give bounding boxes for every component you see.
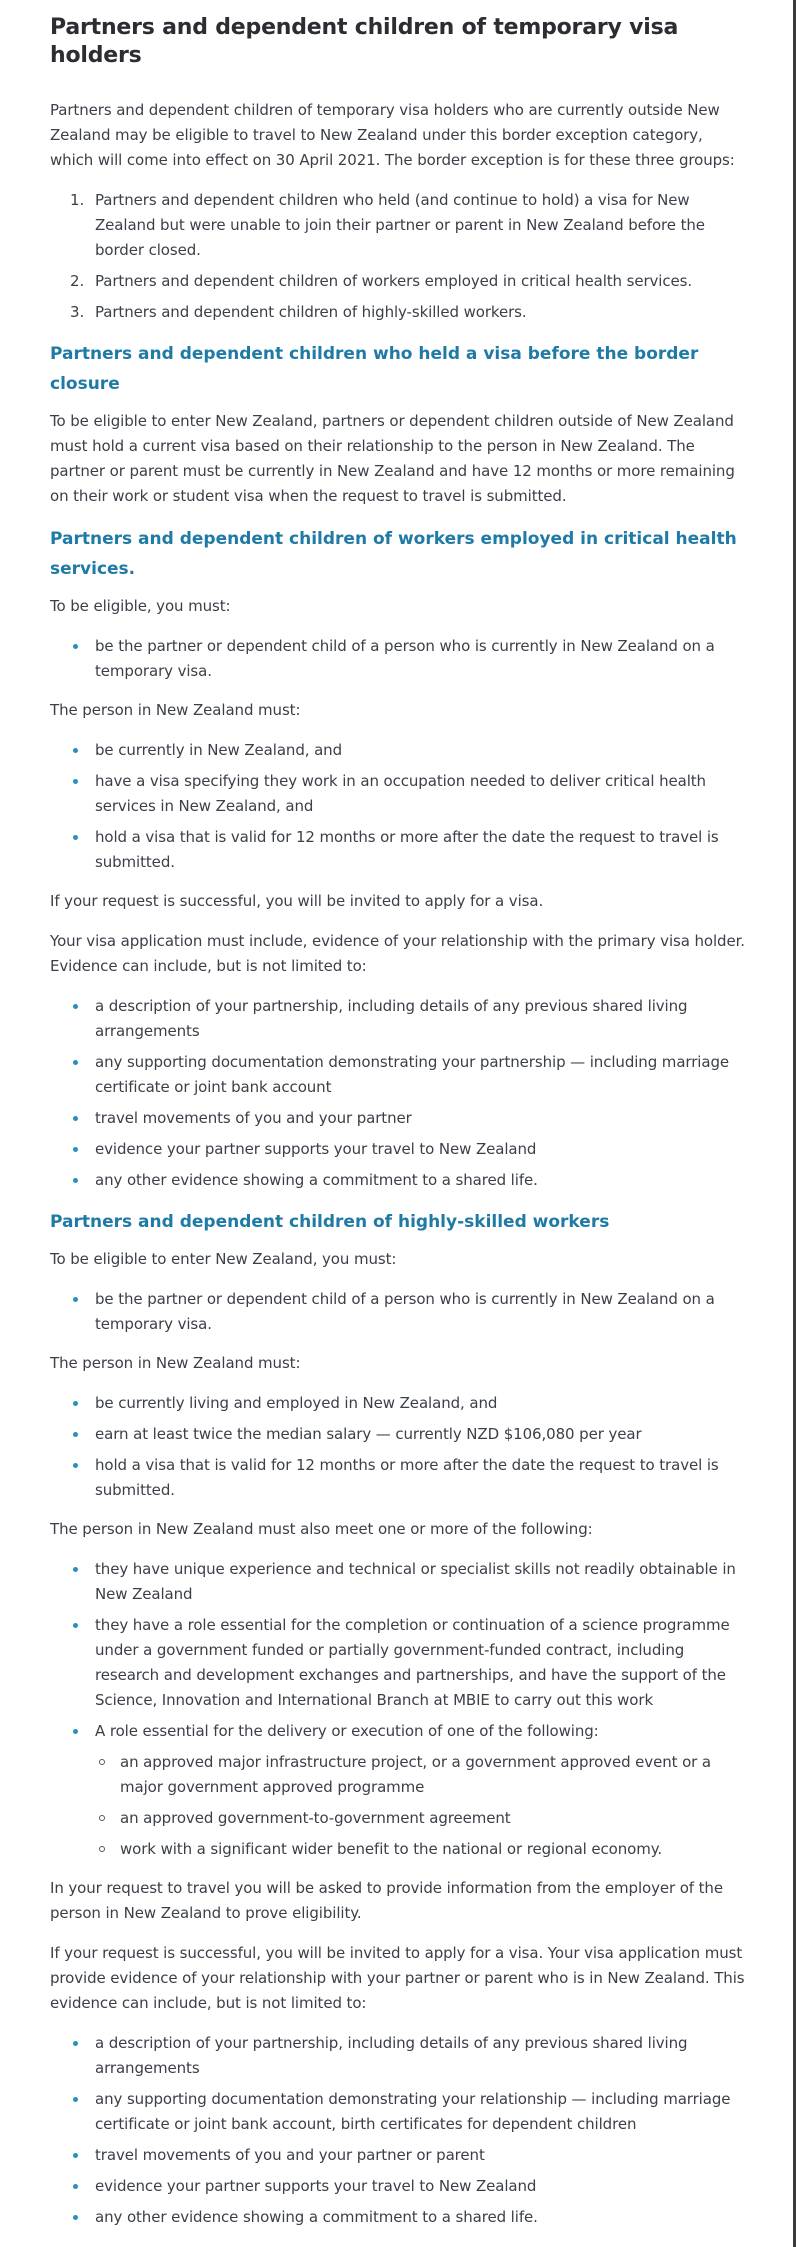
list-item: they have a role essential for the completion or continuation of a science programme under a government funded or partially government-funded contract, including research and development exchanges and partnerships, and have the support of the Science, Innovation and International Branch at MBIE to carry out this work: [50, 1613, 750, 1713]
list-item: be the partner or dependent child of a person who is currently in New Zealand on a temporary visa.: [50, 1287, 750, 1337]
bullet-icon: [73, 1432, 78, 1437]
list-item: earn at least twice the median salary — currently NZD $106,080 per year: [50, 1422, 750, 1447]
bullet-icon: [73, 2153, 78, 2158]
bullet-icon: [73, 1060, 78, 1065]
list-item: evidence your partner supports your travel to New Zealand: [50, 2174, 750, 2199]
section-body: To be eligible to enter New Zealand, partners or dependent children outside of New Zealand must hold a current visa based on their relationship to the person in New Zealand. The partner or parent must be currently in New Zealand and have 12 months or more remaining on their work or student visa when the request to travel is submitted.: [50, 412, 735, 505]
bullet-icon: [73, 1178, 78, 1183]
bullet-icon: [73, 748, 78, 753]
sub-list-item: work with a significant wider benefit to the national or regional economy.: [95, 1837, 750, 1862]
list-item: evidence your partner supports your travel to New Zealand: [50, 1137, 750, 1162]
bullet-icon: [73, 644, 78, 649]
list-item: travel movements of you and your partner or parent: [50, 2143, 750, 2168]
list-item: any supporting documentation demonstrating your relationship — including marriage certificate or joint bank account, birth certificates for dependent children: [50, 2087, 750, 2137]
eligibility-list: [50, 1287, 750, 1337]
additional-requirements-list: [50, 1557, 750, 1862]
list-number: 3.: [70, 303, 85, 321]
list-item: travel movements of you and your partner: [50, 1106, 750, 1131]
list-item: any supporting documentation demonstrating your partnership — including marriage certificate or joint bank account: [50, 1050, 750, 1100]
evidence-list: [50, 994, 750, 1193]
employer-info-paragraph: In your request to travel you will be asked to provide information from the employer of the person in New Zealand to prove eligibility.: [50, 1879, 723, 1922]
section-heading-highly-skilled: Partners and dependent children of highly-skilled workers: [50, 1212, 610, 1232]
success-evidence-paragraph: If your request is successful, you will be invited to apply for a visa. Your visa application must provide evidence of your relationship with your partner or parent who is in New Zealand. This evidence can include, but is not limited to:: [50, 1944, 745, 2012]
list-item: [50, 269, 750, 294]
person-requirements-list: [50, 738, 750, 875]
circle-bullet-icon: [99, 1815, 105, 1821]
additional-requirements-intro: The person in New Zealand must also meet one or more of the following:: [50, 1520, 593, 1538]
list-item: [50, 300, 750, 325]
bullet-icon: [73, 2097, 78, 2102]
article-content: [50, 14, 750, 2244]
list-item: any other evidence showing a commitment to a shared life.: [50, 2205, 750, 2230]
bullet-icon: [73, 1004, 78, 1009]
list-number: 1.: [70, 191, 85, 209]
bullet-icon: [73, 1623, 78, 1628]
list-item: hold a visa that is valid for 12 months or more after the date the request to travel is submitted.: [50, 825, 750, 875]
sub-list-item: an approved government-to-government agreement: [95, 1806, 750, 1831]
list-item-text: Partners and dependent children of highly-skilled workers.: [95, 303, 527, 321]
bullet-icon: [73, 2215, 78, 2220]
section-heading-critical-health: Partners and dependent children of workers employed in critical health services.: [50, 529, 737, 579]
bullet-icon: [73, 1729, 78, 1734]
bullet-icon: [73, 2041, 78, 2046]
list-item: be currently in New Zealand, and: [50, 738, 750, 763]
sub-list-item: an approved major infrastructure project, or a government approved event or a major government approved programme: [95, 1750, 750, 1800]
bullet-icon: [73, 1567, 78, 1572]
list-item-text: Partners and dependent children of workers employed in critical health services.: [95, 272, 693, 290]
eligibility-intro: To be eligible to enter New Zealand, you must:: [50, 1250, 397, 1268]
list-item: they have unique experience and technical or specialist skills not readily obtainable in New Zealand: [50, 1557, 750, 1607]
role-sub-list: [95, 1750, 750, 1862]
eligibility-list: [50, 634, 750, 684]
intro-paragraph: Partners and dependent children of temporary visa holders who are currently outside New Zealand may be eligible to travel to New Zealand under this border exception category, which will come into effect on 30 April 2021. The border exception is for these three groups:: [50, 101, 735, 169]
list-item: be currently living and employed in New Zealand, and: [50, 1391, 750, 1416]
bullet-icon: [73, 2184, 78, 2189]
person-requirements-intro: The person in New Zealand must:: [50, 701, 301, 719]
list-item: any other evidence showing a commitment to a shared life.: [50, 1168, 750, 1193]
list-number: 2.: [70, 272, 85, 290]
success-paragraph: If your request is successful, you will be invited to apply for a visa.: [50, 892, 544, 910]
bullet-icon: [73, 1297, 78, 1302]
list-item: be the partner or dependent child of a person who is currently in New Zealand on a temporary visa.: [50, 634, 750, 684]
bullet-icon: [73, 1463, 78, 1468]
evidence-intro: Your visa application must include, evidence of your relationship with the primary visa holder. Evidence can include, but is not limited to:: [50, 932, 745, 975]
bullet-icon: [73, 1401, 78, 1406]
page-title: Partners and dependent children of temporary visa holders: [50, 15, 679, 68]
person-requirements-list: [50, 1391, 750, 1503]
groups-list: [50, 188, 750, 325]
circle-bullet-icon: [99, 1759, 105, 1765]
section-heading-visa-before-closure: Partners and dependent children who held a visa before the border closure: [50, 344, 699, 394]
list-item-text: Partners and dependent children who held (and continue to hold) a visa for New Zealand but were unable to join their partner or parent in New Zealand before the border closed.: [95, 191, 705, 259]
bullet-icon: [73, 1147, 78, 1152]
bullet-icon: [73, 835, 78, 840]
list-item: a description of your partnership, including details of any previous shared living arrangements: [50, 994, 750, 1044]
list-item: [50, 188, 750, 263]
bullet-icon: [73, 779, 78, 784]
bullet-icon: [73, 1116, 78, 1121]
circle-bullet-icon: [99, 1846, 105, 1852]
list-item: hold a visa that is valid for 12 months or more after the date the request to travel is submitted.: [50, 1453, 750, 1503]
eligibility-intro: To be eligible, you must:: [50, 597, 231, 615]
evidence-list: [50, 2031, 750, 2230]
list-item: have a visa specifying they work in an occupation needed to deliver critical health services in New Zealand, and: [50, 769, 750, 819]
list-item: a description of your partnership, including details of any previous shared living arrangements: [50, 2031, 750, 2081]
list-item: A role essential for the delivery or execution of one of the following: an approved major infrastructure project, or a government approved event or a major government approved programme an approved government-to-government agreement work with a significant wider benefit to the national or regional economy.: [50, 1719, 750, 1862]
person-requirements-intro: The person in New Zealand must:: [50, 1354, 301, 1372]
